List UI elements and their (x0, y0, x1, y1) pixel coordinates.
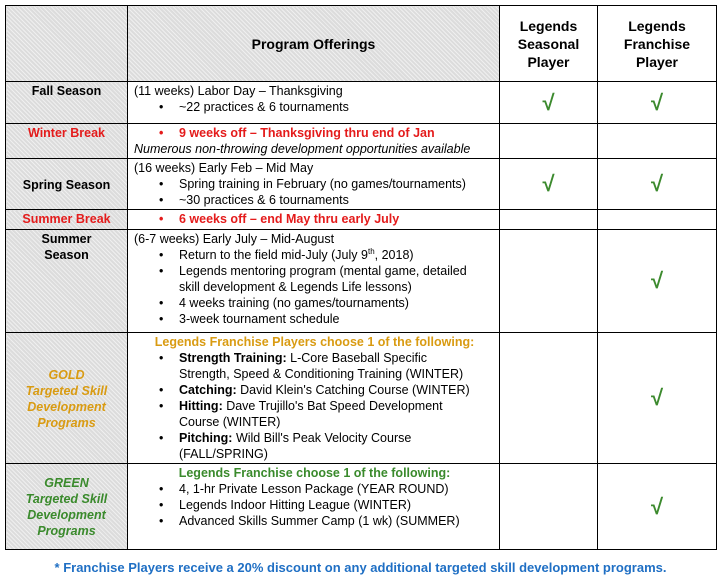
label-fall-season: Fall Season (6, 82, 128, 124)
header-row (6, 6, 717, 82)
summer-label-line-2: Season (44, 248, 89, 262)
gold-item-strength (134, 350, 495, 382)
green-label-line-4: Programs (37, 524, 96, 538)
summer-bullet-2-line-1: • Legends mentoring program (mental game, detailed (179, 264, 467, 278)
green-label-line-3: Development (27, 508, 106, 522)
franchise-discount-footnote: * Franchise Players receive a 20% discount on any additional targeted skill development programs. (54, 560, 667, 575)
row-summer-season (6, 230, 717, 333)
summer-label-line-1: Summer (41, 232, 92, 246)
label-summer-season (6, 230, 128, 333)
label-winter-break: Winter Break (6, 124, 128, 159)
green-item-2: • Legends Indoor Hitting League (WINTER) (134, 497, 495, 513)
green-label-line-2: Targeted Skill (25, 492, 108, 506)
green-heading: Legends Franchise choose 1 of the following: (178, 466, 451, 480)
row-spring-season (6, 159, 717, 210)
check-icon-fall-seasonal: √ (500, 82, 598, 124)
gold-item-catching-bold: Catching: (179, 383, 237, 397)
header-seasonal-label: Legends Seasonal Player (517, 17, 580, 70)
gold-item-catching-rest: David Klein's Catching Course (WINTER) (236, 383, 470, 397)
summer-intro: (6-7 weeks) Early July – Mid-August (134, 232, 335, 246)
gold-item-catching (134, 382, 495, 398)
winter-bullet: • 9 weeks off – Thanksgiving thru end of Jan (134, 125, 495, 141)
cell-fall-details (128, 82, 500, 124)
green-item-3: • Advanced Skills Summer Camp (1 wk) (SUMMER) (134, 513, 495, 529)
summer-bullet-1-prefix: Return to the field mid-July (July 9 (179, 248, 368, 262)
check-icon-gold-franchise: √ (598, 333, 717, 464)
spring-bullet-2: • ~30 practices & 6 tournaments (134, 192, 495, 208)
green-item-1: • 4, 1-hr Private Lesson Package (YEAR ROUND) (134, 481, 495, 497)
label-green-programs (6, 464, 128, 550)
empty-green-seasonal (500, 464, 598, 550)
check-icon-summer-franchise: √ (598, 230, 717, 333)
gold-label-line-1: GOLD (48, 367, 85, 382)
gold-item-strength-rest: L-Core Baseball Specific (286, 351, 427, 365)
check-icon-green-franchise: √ (598, 464, 717, 550)
cell-summer-break-details (128, 210, 500, 230)
gold-label-line-4: Programs (37, 415, 96, 430)
row-gold-programs (6, 333, 717, 464)
spring-intro: (16 weeks) Early Feb – Mid May (134, 161, 314, 175)
header-franchise-label: Legends Franchise Player (623, 17, 691, 70)
check-icon-fall-franchise: √ (598, 82, 717, 124)
check-icon-spring-franchise: √ (598, 159, 717, 210)
winter-note: Numerous non-throwing development opportunities available (134, 142, 471, 156)
label-gold-programs (6, 333, 128, 464)
gold-item-pitching-rest: Wild Bill's Peak Velocity Course (232, 431, 412, 445)
check-icon-spring-seasonal: √ (500, 159, 598, 210)
program-table (5, 5, 717, 550)
spring-bullet-1: • Spring training in February (no games/tournaments) (134, 176, 495, 192)
gold-label-line-3: Development (27, 399, 106, 414)
gold-item-hitting-rest: Dave Trujillo's Bat Speed Development (222, 399, 443, 413)
gold-item-hitting-bold: Hitting: (179, 399, 223, 413)
gold-item-pitching (134, 430, 495, 462)
row-winter-break (6, 124, 717, 159)
gold-item-hitting-line-2: Course (WINTER) (179, 415, 281, 429)
summer-bullet-3: • 4 weeks training (no games/tournaments) (134, 295, 495, 311)
green-label-line-1: GREEN (44, 476, 89, 490)
summer-break-bullet: • 6 weeks off – end May thru early July (134, 211, 495, 227)
summer-bullet-1-sup: th (367, 246, 375, 256)
empty-summer-seasonal (500, 230, 598, 333)
header-franchise-player (598, 6, 717, 82)
gold-item-strength-line-2: Strength, Speed & Conditioning Training (WINTER) (179, 367, 464, 381)
empty-gold-seasonal (500, 333, 598, 464)
empty-winter-seasonal (500, 124, 598, 159)
empty-winter-franchise (598, 124, 717, 159)
gold-item-hitting (134, 398, 495, 430)
cell-green-details (128, 464, 500, 550)
summer-bullet-4: • 3-week tournament schedule (134, 311, 495, 327)
cell-gold-details (128, 333, 500, 464)
row-green-programs (6, 464, 717, 550)
label-summer-break: Summer Break (6, 210, 128, 230)
cell-spring-details (128, 159, 500, 210)
fall-bullet-1: • ~22 practices & 6 tournaments (134, 99, 495, 115)
gold-item-strength-bold: Strength Training: (179, 351, 287, 365)
empty-summer-break-seasonal (500, 210, 598, 230)
gold-item-pitching-bold: Pitching: (179, 431, 233, 445)
row-fall-season (6, 82, 717, 124)
gold-item-pitching-line-2: (FALL/SPRING) (179, 447, 268, 461)
fall-intro: (11 weeks) Labor Day – Thanksgiving (134, 84, 343, 98)
summer-bullet-2 (134, 263, 495, 295)
row-summer-break (6, 210, 717, 230)
header-seasonal-player (500, 6, 598, 82)
cell-winter-details (128, 124, 500, 159)
header-corner (6, 6, 128, 82)
program-table-wrapper (5, 5, 716, 550)
summer-bullet-1 (134, 247, 495, 263)
cell-summer-details (128, 230, 500, 333)
empty-summer-break-franchise (598, 210, 717, 230)
gold-label-line-2: Targeted Skill (25, 383, 108, 398)
header-program-offerings: Program Offerings (128, 6, 500, 82)
gold-heading: Legends Franchise Players choose 1 of the following: (154, 335, 475, 349)
summer-bullet-2-line-2: skill development & Legends Life lessons) (179, 280, 412, 294)
label-spring-season: Spring Season (6, 159, 128, 210)
summer-bullet-1-suffix: , 2018) (374, 248, 414, 262)
